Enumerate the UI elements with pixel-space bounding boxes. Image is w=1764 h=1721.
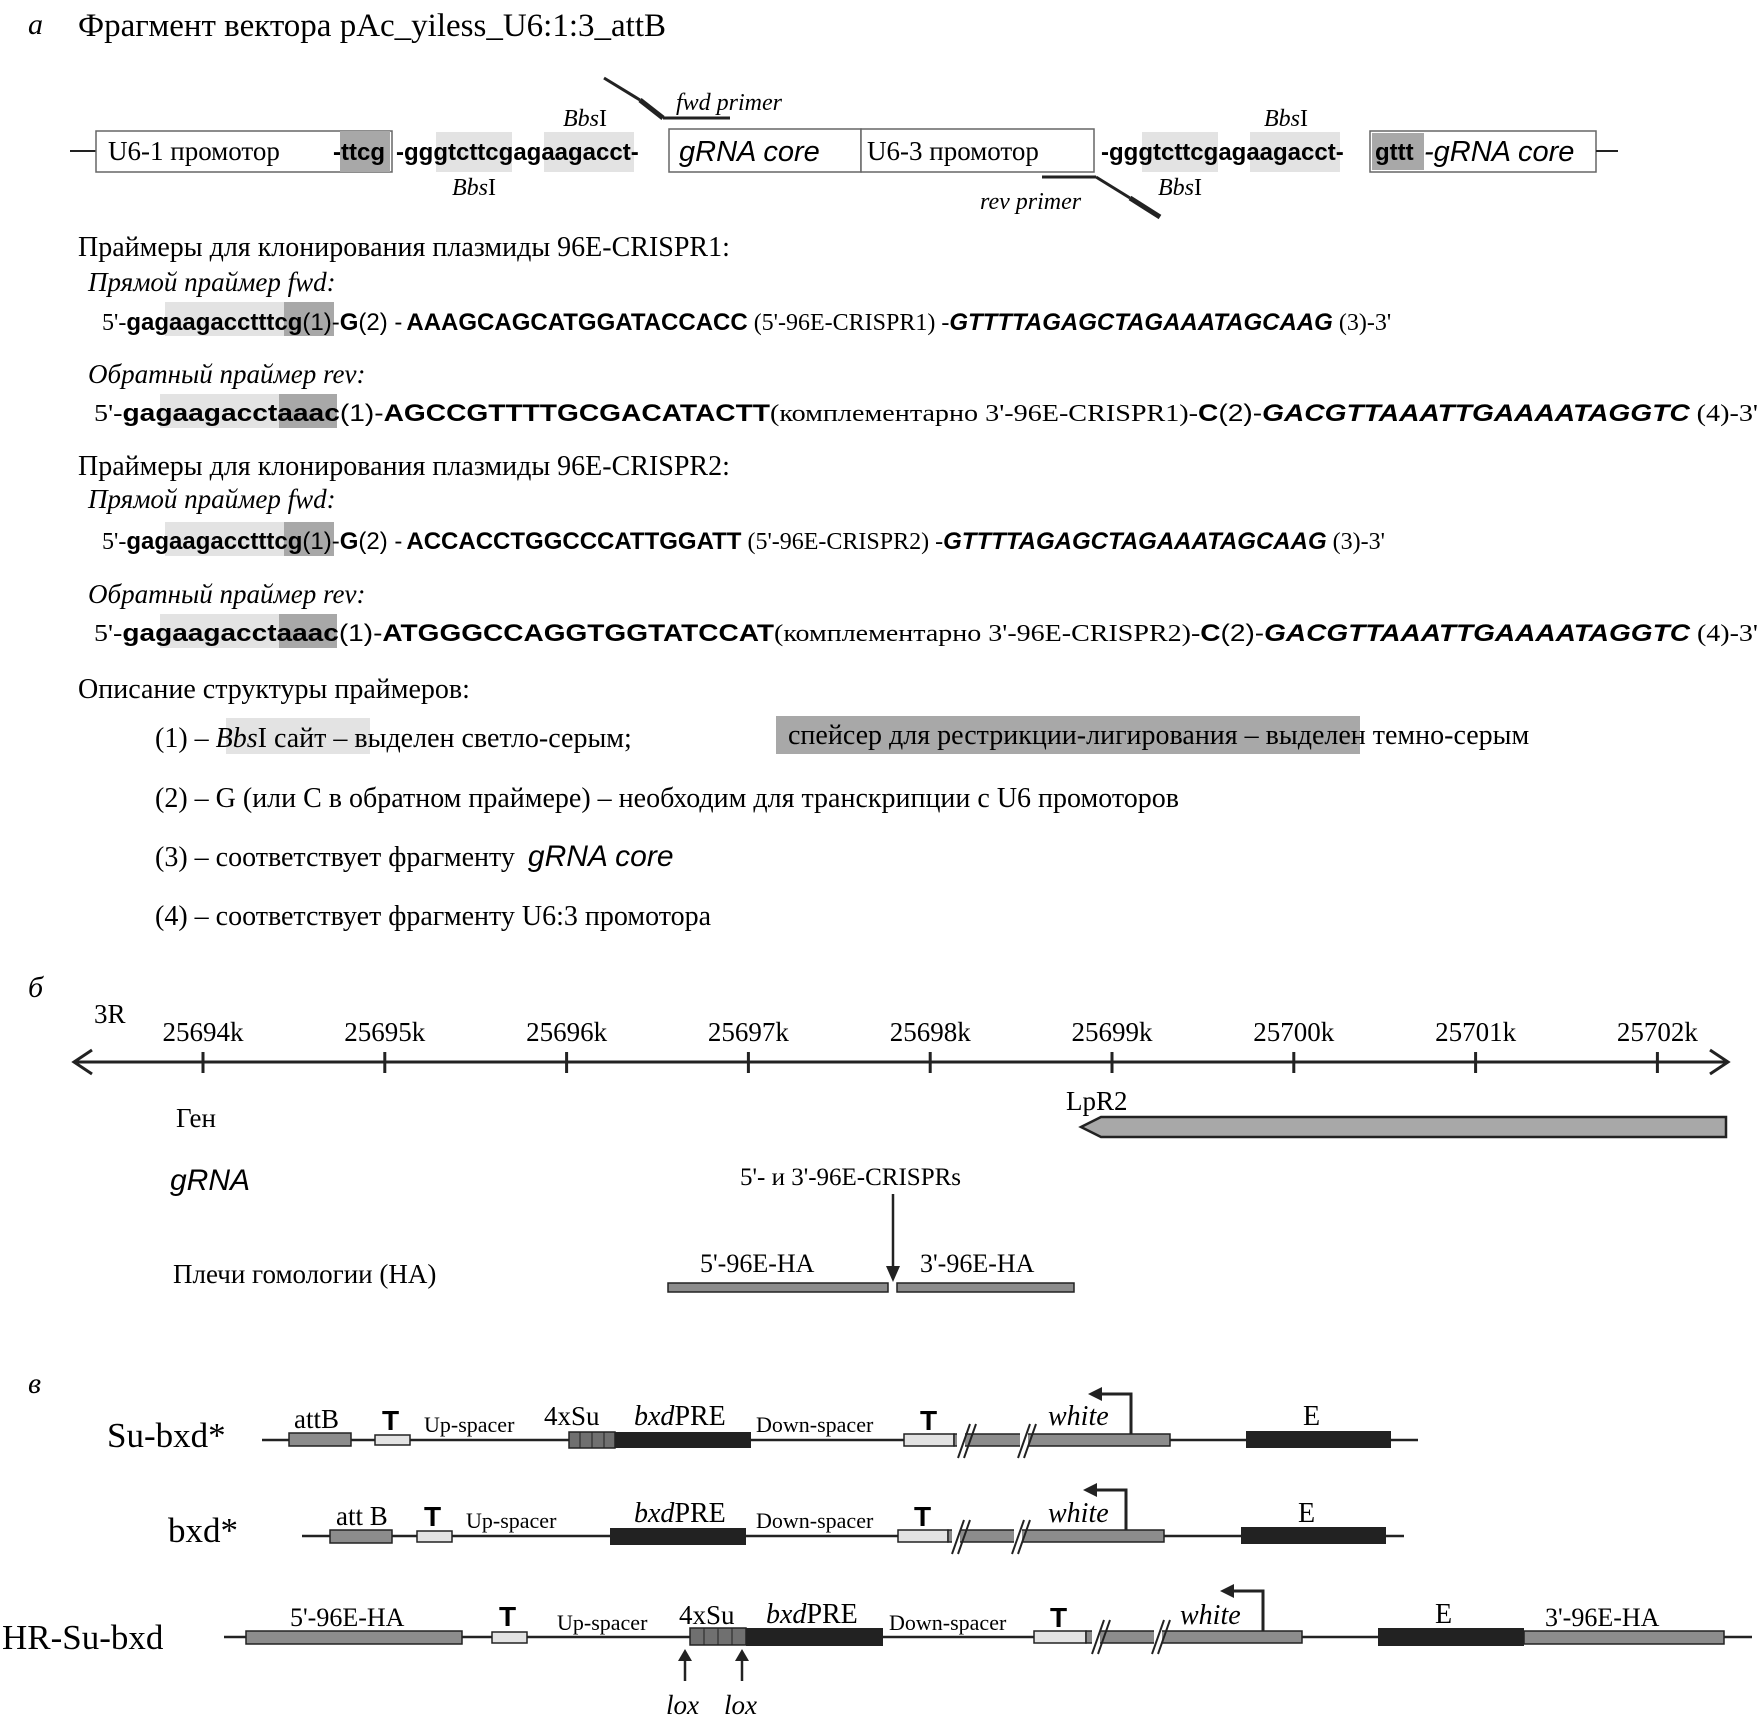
panel-a xyxy=(28,8,1758,932)
crispr2-fwd-seq: 5'-gagaagacctttcg(1)-G(2) - ACCACCTGGCCCATTGGATT (5'-96E-CRISPR2) -GTTTTAGAGCTAGAAATAGCAAG (3)-3' xyxy=(102,528,1385,555)
ttcg-seq: -ttcg xyxy=(333,139,385,166)
ha5-block-label: 5'-96E-HA xyxy=(290,1603,405,1632)
legend-item-4: (4) – соответствует фрагменту U6:3 промотора xyxy=(155,901,712,932)
down-spacer-label: Down-spacer xyxy=(889,1610,1007,1635)
u6-1-promoter-label: U6-1 промотор xyxy=(108,136,280,166)
crispr1-fwd-seq: 5'-gagaagacctttcg(1)-G(2) - AAAGCAGCATGGATACCACC (5'-96E-CRISPR1) -GTTTTAGAGCTAGAAATAGCAAG (3)-3' xyxy=(102,309,1392,336)
bxd-pre-label: bxdPRE xyxy=(634,1498,726,1529)
bbsi-label-top-2: BbsI xyxy=(1264,106,1308,132)
white-gene-block xyxy=(1086,1631,1302,1643)
terminator-block xyxy=(375,1435,410,1445)
ha5-bar xyxy=(668,1283,888,1292)
construct-su-bxd xyxy=(107,1387,1418,1458)
axis-tick-label: 25695k xyxy=(344,1017,426,1047)
su4-label: 4xSu xyxy=(679,1600,735,1630)
gene-lpr2-arrow xyxy=(1081,1117,1726,1137)
ha3-label: 3'-96E-HA xyxy=(920,1249,1035,1278)
axis-tick-label: 25701k xyxy=(1435,1017,1517,1047)
fwd-primer-line-b xyxy=(640,100,663,118)
vector-seq-1: -gggtcttcgagaagacct- xyxy=(396,139,639,166)
crispr1-fwd-label: Прямой праймер fwd: xyxy=(88,267,336,297)
legend-item-3: (3) – соответствует фрагменту gRNA core xyxy=(155,840,674,873)
down-spacer-label: Down-spacer xyxy=(756,1508,874,1533)
panel-a-title: Фрагмент вектора pAc_yiless_U6:1:3_attB xyxy=(78,8,667,44)
construct-bxd-label: bxd* xyxy=(168,1511,238,1550)
crispr2-heading: Праймеры для клонирования плазмиды 96E-CRISPR2: xyxy=(78,451,730,482)
enhancer-label: E xyxy=(1435,1599,1453,1630)
fwd-primer-line-a xyxy=(604,78,640,100)
panel-b xyxy=(28,971,1728,1292)
crispr1-rev-seq: 5'- gagaagacct aaac (1)- AGCCGTTTTGCGACATACTT (комплементарно 3'-96E-CRISPR1)- C (2)- GACGTTAAATTGAAAATAGGTC (4)-3' xyxy=(94,400,1748,427)
lox-label-1: lox xyxy=(666,1690,699,1720)
crispr1-rev-label: Обратный праймер rev: xyxy=(88,359,366,389)
legend-heading: Описание структуры праймеров: xyxy=(78,674,470,705)
enhancer-block xyxy=(1378,1628,1524,1646)
grna-core-label-1: gRNA core xyxy=(679,136,820,168)
axis-tick-label: 25700k xyxy=(1253,1017,1335,1047)
terminator-label: T xyxy=(914,1501,932,1532)
promoter-arrow-head xyxy=(1088,1387,1102,1401)
white-label: white xyxy=(1048,1498,1109,1529)
grna-arrow-head xyxy=(886,1266,900,1282)
bxd-pre-block xyxy=(746,1628,883,1646)
enhancer-label: E xyxy=(1298,1498,1316,1529)
attb-block xyxy=(289,1433,351,1446)
axis-tick-label: 25699k xyxy=(1071,1017,1153,1047)
rev-primer-line-b xyxy=(1096,177,1130,198)
grna-row-label: gRNA xyxy=(170,1164,251,1197)
grna-name-label: 5'- и 3'-96E-CRISPRs xyxy=(740,1164,962,1191)
terminator-label: T xyxy=(424,1501,442,1532)
construct-bxd xyxy=(168,1483,1404,1554)
bxd-pre-block xyxy=(615,1432,751,1448)
enhancer-block xyxy=(1241,1527,1386,1544)
up-spacer-label: Up-spacer xyxy=(424,1412,515,1437)
legend-item-1: (1) – BbsI сайт – выделен светло-серым; xyxy=(155,723,632,754)
chromosome-label: 3R xyxy=(94,999,126,1029)
ha-row-label: Плечи гомологии (HA) xyxy=(173,1259,437,1289)
construct-hr-su-bxd-label: HR-Su-bxd xyxy=(2,1618,164,1657)
terminator-label: T xyxy=(1050,1602,1068,1633)
up-spacer-label: Up-spacer xyxy=(557,1610,648,1635)
white-gene-block xyxy=(954,1434,1170,1446)
terminator-label: T xyxy=(499,1601,517,1632)
crispr1-heading: Праймеры для клонирования плазмиды 96E-CRISPR1: xyxy=(78,232,730,263)
axis-ticks xyxy=(163,1017,1699,1073)
terminator-label: T xyxy=(920,1405,938,1436)
vector-seq-2: -gggtcttcgagaagacct- xyxy=(1101,139,1344,166)
enhancer-block xyxy=(1246,1431,1391,1448)
ha5-block xyxy=(246,1631,462,1644)
axis-tick-label: 25697k xyxy=(707,1017,789,1047)
enhancer-label: E xyxy=(1303,1401,1321,1432)
ha3-block-label: 3'-96E-HA xyxy=(1545,1603,1660,1632)
legend-item-2: (2) – G (или C в обратном праймере) – необходим для транскрипции с U6 промоторов xyxy=(155,783,1179,814)
panel-c-letter: в xyxy=(28,1367,42,1400)
promoter-arrow-head xyxy=(1220,1584,1234,1598)
fwd-primer-label: fwd primer xyxy=(676,90,783,116)
ha3-bar xyxy=(897,1283,1074,1292)
lox-label-2: lox xyxy=(724,1690,757,1720)
white-gene-block xyxy=(948,1530,1164,1542)
axis-tick-label: 25702k xyxy=(1616,1017,1698,1047)
axis-tick-label: 25696k xyxy=(526,1017,608,1047)
bbsi-label-bottom-1: BbsI xyxy=(452,175,496,201)
rev-primer-label: rev primer xyxy=(980,189,1082,215)
construct-hr-su-bxd xyxy=(2,1584,1752,1720)
up-spacer-label: Up-spacer xyxy=(466,1508,557,1533)
grna-core-label-2: -gRNA core xyxy=(1424,136,1575,168)
down-spacer-label: Down-spacer xyxy=(756,1412,874,1437)
bbsi-label-top-1: BbsI xyxy=(563,106,607,132)
terminator-label: T xyxy=(382,1405,400,1436)
panel-b-letter: б xyxy=(28,971,44,1004)
promoter-arrow-head xyxy=(1083,1483,1097,1497)
ha3-block xyxy=(1524,1631,1724,1644)
lox-arrow-head xyxy=(678,1649,692,1661)
panel-a-letter: а xyxy=(28,8,43,41)
white-label: white xyxy=(1048,1401,1109,1432)
rev-primer-line-c xyxy=(1130,198,1160,217)
construct-su-bxd-label: Su-bxd* xyxy=(107,1416,226,1455)
attb-block xyxy=(330,1530,392,1543)
bxd-pre-label: bxdPRE xyxy=(766,1599,858,1630)
terminator-block xyxy=(492,1632,527,1643)
crispr2-fwd-label: Прямой праймер fwd: xyxy=(88,484,336,514)
lox-arrow-head xyxy=(735,1649,749,1661)
axis-tick-label: 25698k xyxy=(889,1017,971,1047)
gene-row-label: Ген xyxy=(176,1103,216,1133)
gene-name-label: LpR2 xyxy=(1066,1086,1128,1116)
attb-label: att B xyxy=(336,1501,388,1531)
attb-label: attB xyxy=(294,1404,339,1434)
bxd-pre-block xyxy=(610,1528,746,1545)
bxd-pre-label: bxdPRE xyxy=(634,1401,726,1432)
crispr2-rev-label: Обратный праймер rev: xyxy=(88,579,366,609)
vector-diagram xyxy=(70,78,1618,217)
white-label: white xyxy=(1180,1600,1241,1631)
gttt-seq: gttt xyxy=(1375,139,1414,166)
axis-tick-label: 25694k xyxy=(162,1017,244,1047)
terminator-block xyxy=(417,1531,452,1542)
ha5-label: 5'-96E-HA xyxy=(700,1249,815,1278)
bbsi-label-bottom-2: BbsI xyxy=(1158,175,1202,201)
su4-label: 4xSu xyxy=(544,1401,600,1431)
u6-3-promoter-label: U6-3 промотор xyxy=(867,136,1039,166)
legend-item-1-spacer: спейсер для рестрикции-лигирования – выделен темно-серым xyxy=(788,720,1530,751)
panel-c xyxy=(2,1367,1752,1720)
crispr2-rev-seq: 5'- gagaagacct aaac (1)- ATGGGCCAGGTGGTATCCAT (комплементарно 3'-96E-CRISPR2)- C (2)- GACGTTAAATTGAAAATAGGTC (4)-3' xyxy=(94,620,1749,647)
